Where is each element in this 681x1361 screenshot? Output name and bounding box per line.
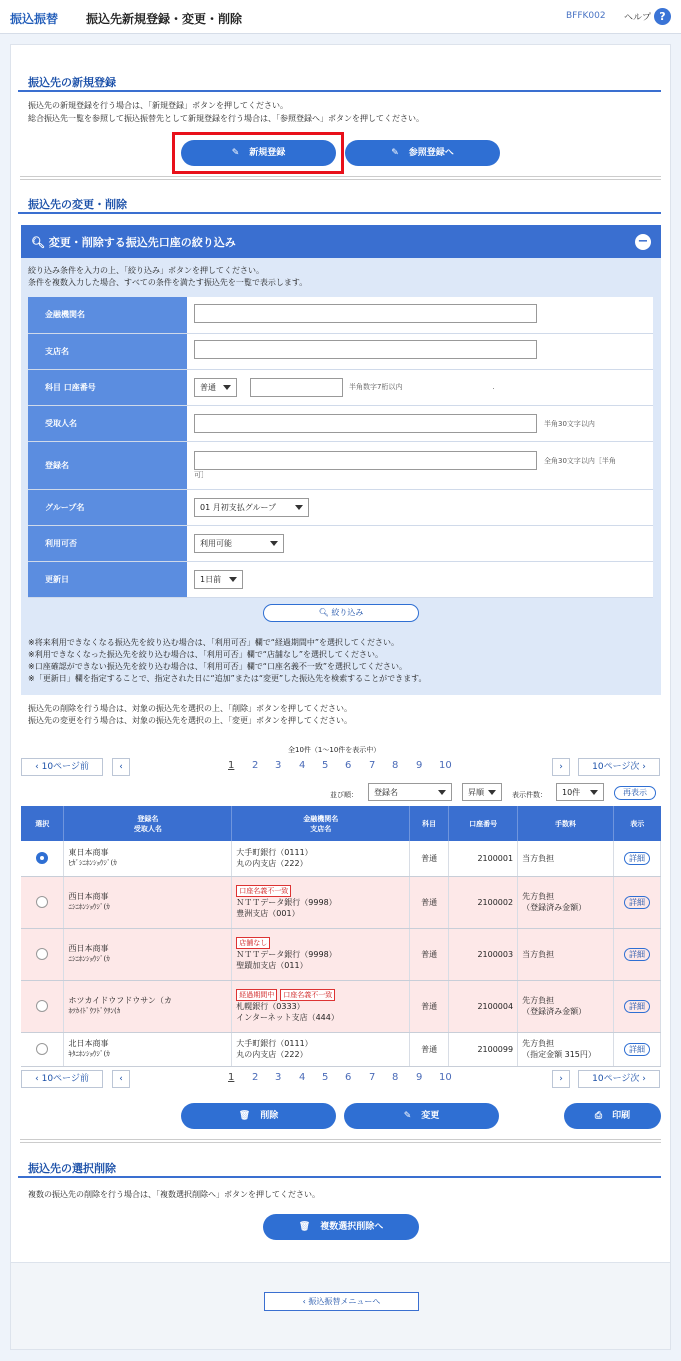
dot: . xyxy=(492,382,495,391)
detail-button[interactable]: 詳細 xyxy=(624,1000,650,1013)
list-desc-2: 振込先の変更を行う場合は、対象の振込先を選択の上、「変更」ボタンを押してください。 xyxy=(28,716,352,725)
print-label: 印刷 xyxy=(612,1111,631,1121)
chevron-left-icon: ‹ xyxy=(302,1297,309,1306)
status-badge: 口座名義不一致 xyxy=(280,989,335,1001)
col-fee: 手数料 xyxy=(518,806,614,841)
new-reg-desc-1: 振込先の新規登録を行う場合は、「新規登録」ボタンを押してください。 xyxy=(28,101,288,110)
next-page-button[interactable]: › xyxy=(552,758,570,776)
pencil-icon: ✎ xyxy=(231,148,240,158)
col-name xyxy=(64,806,232,841)
table-header xyxy=(21,806,661,841)
filter-note-2: ※利用できなくなった振込先を絞り込む場合は、「利用可否」欄で“店舗なし”を選択してください。 xyxy=(28,650,383,659)
trash-icon: 🗑︎ xyxy=(298,1222,311,1232)
row-fee2: （登録済み金額） xyxy=(522,1007,587,1016)
row-fee1: 先方負担 xyxy=(522,1039,555,1048)
branch-input[interactable] xyxy=(194,340,537,359)
next-10-pages-button[interactable]: 10ページ次 › xyxy=(578,758,660,776)
new-reg-desc-2: 総合振込先一覧を参照して振込振替先として新規登録を行う場合は、「参照登録へ」ボタンを押してください。 xyxy=(28,114,424,123)
row-branch: インターネット支店（444） xyxy=(236,1013,339,1022)
payee-table xyxy=(21,806,661,1067)
row-account: 2100004 xyxy=(449,980,518,1032)
divider xyxy=(20,1139,661,1143)
next-page-button[interactable]: › xyxy=(552,1070,570,1088)
payee-hint: 半角30文字以内 xyxy=(544,419,595,428)
filter-note-3: ※口座確認ができない振込先を絞り込む場合は、「利用可否」欄で“口座名義不一致”を選択してください。 xyxy=(28,662,407,671)
col-show: 表示 xyxy=(613,806,660,841)
col-name-2: 受取人名 xyxy=(133,824,162,833)
regname-input[interactable] xyxy=(194,451,537,470)
help-link[interactable]: ヘルプ xyxy=(624,13,652,23)
filter-note-1: ※将来利用できなくなる振込先を絞り込む場合は、「利用可否」欄で“経過期間中”を選択してください。 xyxy=(28,638,399,647)
row-bank: ＮＴＴデータ銀行（9998） xyxy=(236,898,337,907)
bank-input[interactable] xyxy=(194,304,537,323)
next-10-pages-button[interactable]: 10ページ次 › xyxy=(578,1070,660,1088)
updated-label: 更新日 xyxy=(28,561,187,597)
table-row[interactable] xyxy=(21,980,661,1032)
detail-button[interactable]: 詳細 xyxy=(624,1043,650,1056)
row-radio[interactable] xyxy=(36,1043,48,1055)
pencil-icon: ✎ xyxy=(403,1111,412,1121)
page-link[interactable]: 8 xyxy=(392,1072,399,1083)
sort-label: 並び順： xyxy=(330,791,358,799)
section-title: 振込先の新規登録 xyxy=(28,76,116,89)
status-badge: 店舗なし xyxy=(236,937,270,949)
row-name1: ホツカイドウフドウサン（カ xyxy=(68,996,172,1005)
usable-label: 利用可否 xyxy=(28,525,187,561)
updated-select[interactable]: 1日前 xyxy=(194,570,243,589)
section-change-delete xyxy=(18,194,661,214)
detail-button[interactable]: 詳細 xyxy=(624,852,650,865)
prev-10-pages-button[interactable]: ‹ 10ページ前 xyxy=(21,758,103,776)
table-row[interactable] xyxy=(21,841,661,876)
col-account: 口座番号 xyxy=(449,806,518,841)
row-bank: 大手町銀行（0111） xyxy=(236,848,313,858)
highlight-box xyxy=(172,132,344,174)
account-number-input[interactable] xyxy=(250,378,343,397)
search-icon: 🔍︎ xyxy=(31,236,49,249)
row-branch: 豊洲支店（001） xyxy=(236,909,300,918)
payee-label: 受取人名 xyxy=(28,405,187,441)
page-link[interactable]: 2 xyxy=(252,1072,259,1083)
status-badge: 口座名義不一致 xyxy=(236,885,291,897)
page-link[interactable]: 5 xyxy=(322,1072,329,1083)
multi-delete-button[interactable] xyxy=(263,1214,419,1240)
regname-label: 登録名 xyxy=(28,441,187,489)
change-label: 変更 xyxy=(421,1111,440,1121)
redisplay-button[interactable]: 再表示 xyxy=(614,786,656,800)
page-link[interactable]: 4 xyxy=(299,760,306,771)
filter-button-label: 絞り込み xyxy=(331,608,364,617)
filter-desc-1: 絞り込み条件を入力の上、「絞り込み」ボタンを押してください。 xyxy=(28,266,264,275)
per-page-select[interactable]: 10件 xyxy=(556,783,604,801)
row-fee1: 当方負担 xyxy=(522,949,555,959)
row-name2: ﾆｼﾆﾎﾝｼｮｳｼﾞ(ｶ xyxy=(68,955,110,963)
row-type: 普通 xyxy=(410,841,449,876)
filter-title xyxy=(31,234,236,250)
row-branch: 聖蹟加支店（011） xyxy=(236,961,308,970)
page-link[interactable]: 9 xyxy=(416,760,423,771)
col-bank-1: 金融機関名 xyxy=(303,814,339,823)
per-page-label: 表示件数： xyxy=(512,791,547,799)
table-row[interactable] xyxy=(21,928,661,980)
top-header xyxy=(0,0,681,34)
page-link[interactable]: 5 xyxy=(322,760,329,771)
reference-register-button[interactable] xyxy=(345,140,500,166)
status-badge: 経過期間中 xyxy=(236,989,277,1001)
col-bank xyxy=(232,806,410,841)
account-hint: 半角数字7桁以内 xyxy=(349,382,403,391)
search-icon: 🔍︎ xyxy=(318,608,332,617)
page-link[interactable]: 10 xyxy=(439,1072,452,1083)
page-link[interactable]: 3 xyxy=(275,760,282,771)
category-label[interactable]: 振込振替 xyxy=(10,12,59,26)
change-button[interactable] xyxy=(344,1103,499,1129)
regname-hint-2: 可］ xyxy=(194,470,208,479)
branch-label: 支店名 xyxy=(28,333,187,369)
page-link[interactable]: 3 xyxy=(275,1072,282,1083)
sort-select[interactable]: 登録名 xyxy=(368,783,452,801)
new-register-label: 新規登録 xyxy=(249,148,286,158)
next-10-label: 10ページ次 xyxy=(592,1074,640,1084)
detail-button[interactable]: 詳細 xyxy=(624,896,650,909)
prev-10-label: 10ページ前 xyxy=(41,762,89,772)
printer-icon: ⎙ xyxy=(594,1111,603,1121)
row-radio[interactable] xyxy=(36,1000,48,1012)
row-bank: ＮＴＴデータ銀行（9998） xyxy=(236,950,337,959)
row-branch: 丸の内支店（222） xyxy=(236,1050,308,1059)
col-name-1: 登録名 xyxy=(137,814,159,823)
pagination-bottom xyxy=(21,1070,661,1088)
pagination-top xyxy=(21,758,661,776)
row-fee2: （指定金額 315円） xyxy=(522,1050,596,1059)
filter-note-4: ※「更新日」欄を指定することで、指定された日に“追加”または“変更”した振込先を検索することができます。 xyxy=(28,674,427,683)
row-type: 普通 xyxy=(410,928,449,980)
row-branch: 丸の内支店（222） xyxy=(236,859,308,869)
delete-label: 削除 xyxy=(260,1111,279,1121)
multi-desc: 複数の振込先の削除を行う場合は、「複数選択削除へ」ボタンを押してください。 xyxy=(28,1190,320,1199)
prev-10-label: 10ページ前 xyxy=(41,1074,89,1084)
section-title: 振込先の選択削除 xyxy=(28,1162,116,1175)
section-title: 振込先の変更・削除 xyxy=(28,198,127,211)
row-name2: ﾎﾂｶｲﾄﾞｳﾌﾄﾞｳｻﾝ(ｶ xyxy=(68,1007,121,1015)
row-name2: ﾆｼﾆﾎﾝｼｮｳｼﾞ(ｶ xyxy=(68,903,110,911)
row-name1: 東日本商事 xyxy=(68,848,109,858)
row-type: 普通 xyxy=(410,980,449,1032)
usable-select[interactable]: 利用可能 xyxy=(194,534,284,553)
divider xyxy=(20,176,661,180)
filter-title-text: 変更・削除する振込先口座の絞り込み xyxy=(48,236,236,249)
filter-button[interactable] xyxy=(263,604,419,622)
payee-input[interactable] xyxy=(194,414,537,433)
table-row[interactable] xyxy=(21,1032,661,1066)
collapse-icon[interactable]: − xyxy=(635,234,651,250)
row-type: 普通 xyxy=(410,876,449,928)
page-link[interactable]: 1 xyxy=(228,760,235,771)
back-label: 振込振替メニューへ xyxy=(308,1297,381,1306)
col-select: 選択 xyxy=(21,806,64,841)
row-name1: 西日本商事 xyxy=(68,892,109,901)
row-radio[interactable] xyxy=(36,896,48,908)
help-icon[interactable]: ? xyxy=(654,8,671,25)
row-name1: 北日本商事 xyxy=(68,1039,109,1048)
filter-panel xyxy=(21,225,661,695)
page-link[interactable]: 8 xyxy=(392,760,399,771)
row-type: 普通 xyxy=(410,1032,449,1066)
page-link[interactable]: 7 xyxy=(369,1072,376,1083)
result-count: 全10件（1～10件を表示中） xyxy=(288,746,381,754)
row-account: 2100002 xyxy=(449,876,518,928)
regname-hint: 全角30文字以内［半角 xyxy=(544,456,616,465)
row-fee1: 当方負担 xyxy=(522,853,555,863)
prev-page-button[interactable]: ‹ xyxy=(112,1070,130,1088)
pencil-icon: ✎ xyxy=(391,148,399,158)
group-label: グループ名 xyxy=(28,489,187,525)
page-title: 振込先新規登録・変更・削除 xyxy=(86,12,243,26)
row-fee1: 先方負担 xyxy=(522,892,555,901)
delete-button[interactable] xyxy=(181,1103,336,1129)
row-account: 2100001 xyxy=(449,841,518,876)
back-to-menu-button[interactable] xyxy=(264,1292,419,1311)
screen-code: BFFK002 xyxy=(566,11,606,21)
page-link[interactable]: 1 xyxy=(228,1072,235,1083)
row-fee2: （登録済み金額） xyxy=(522,903,587,912)
next-10-label: 10ページ次 xyxy=(592,762,640,772)
reference-register-label: 参照登録へ xyxy=(408,148,454,158)
trash-icon: 🗑︎ xyxy=(238,1111,251,1121)
print-button[interactable] xyxy=(564,1103,661,1129)
row-bank: 札幌銀行（0333） xyxy=(236,1002,305,1011)
page-link[interactable]: 9 xyxy=(416,1072,423,1083)
row-name2: ｷﾀﾆﾎﾝｼｮｳｼﾞ(ｶ xyxy=(68,1050,110,1058)
account-label: 科目 口座番号 xyxy=(28,369,187,405)
filter-header[interactable] xyxy=(21,225,661,258)
prev-10-pages-button[interactable]: ‹ 10ページ前 xyxy=(21,1070,103,1088)
page-link[interactable]: 10 xyxy=(439,760,452,771)
row-radio[interactable] xyxy=(36,852,48,864)
page-link[interactable]: 7 xyxy=(369,760,376,771)
multi-delete-label: 複数選択削除へ xyxy=(320,1222,384,1232)
bank-label: 金融機関名 xyxy=(28,297,187,333)
col-bank-2: 支店名 xyxy=(310,824,332,833)
list-desc-1: 振込先の削除を行う場合は、対象の振込先を選択の上、「削除」ボタンを押してください。 xyxy=(28,704,352,713)
page-link[interactable]: 4 xyxy=(299,1072,306,1083)
row-bank: 大手町銀行（0111） xyxy=(236,1039,313,1048)
row-radio[interactable] xyxy=(36,948,48,960)
row-fee1: 先方負担 xyxy=(522,996,555,1005)
page-link[interactable]: 2 xyxy=(252,760,259,771)
account-type-select[interactable]: 普通 xyxy=(194,378,237,397)
filter-form xyxy=(28,297,653,598)
row-account: 2100003 xyxy=(449,928,518,980)
row-account: 2100099 xyxy=(449,1032,518,1066)
col-type: 科目 xyxy=(410,806,449,841)
prev-page-button[interactable]: ‹ xyxy=(112,758,130,776)
row-name1: 西日本商事 xyxy=(68,944,109,953)
filter-desc-2: 条件を複数入力した場合、すべての条件を満たす振込先を一覧で表示します。 xyxy=(28,278,308,287)
row-name2: ﾋｶﾞｼﾆﾎﾝｼｮｳｼﾞ(ｶ xyxy=(68,859,117,868)
group-select[interactable]: 01 月初支払グループ xyxy=(194,498,309,517)
detail-button[interactable]: 詳細 xyxy=(624,948,650,961)
page-link[interactable]: 6 xyxy=(345,1072,352,1083)
page-link[interactable]: 6 xyxy=(345,760,352,771)
section-new-registration xyxy=(18,72,661,92)
section-multi-delete xyxy=(18,1158,661,1178)
table-row[interactable] xyxy=(21,876,661,928)
order-select[interactable]: 昇順 xyxy=(462,783,502,801)
